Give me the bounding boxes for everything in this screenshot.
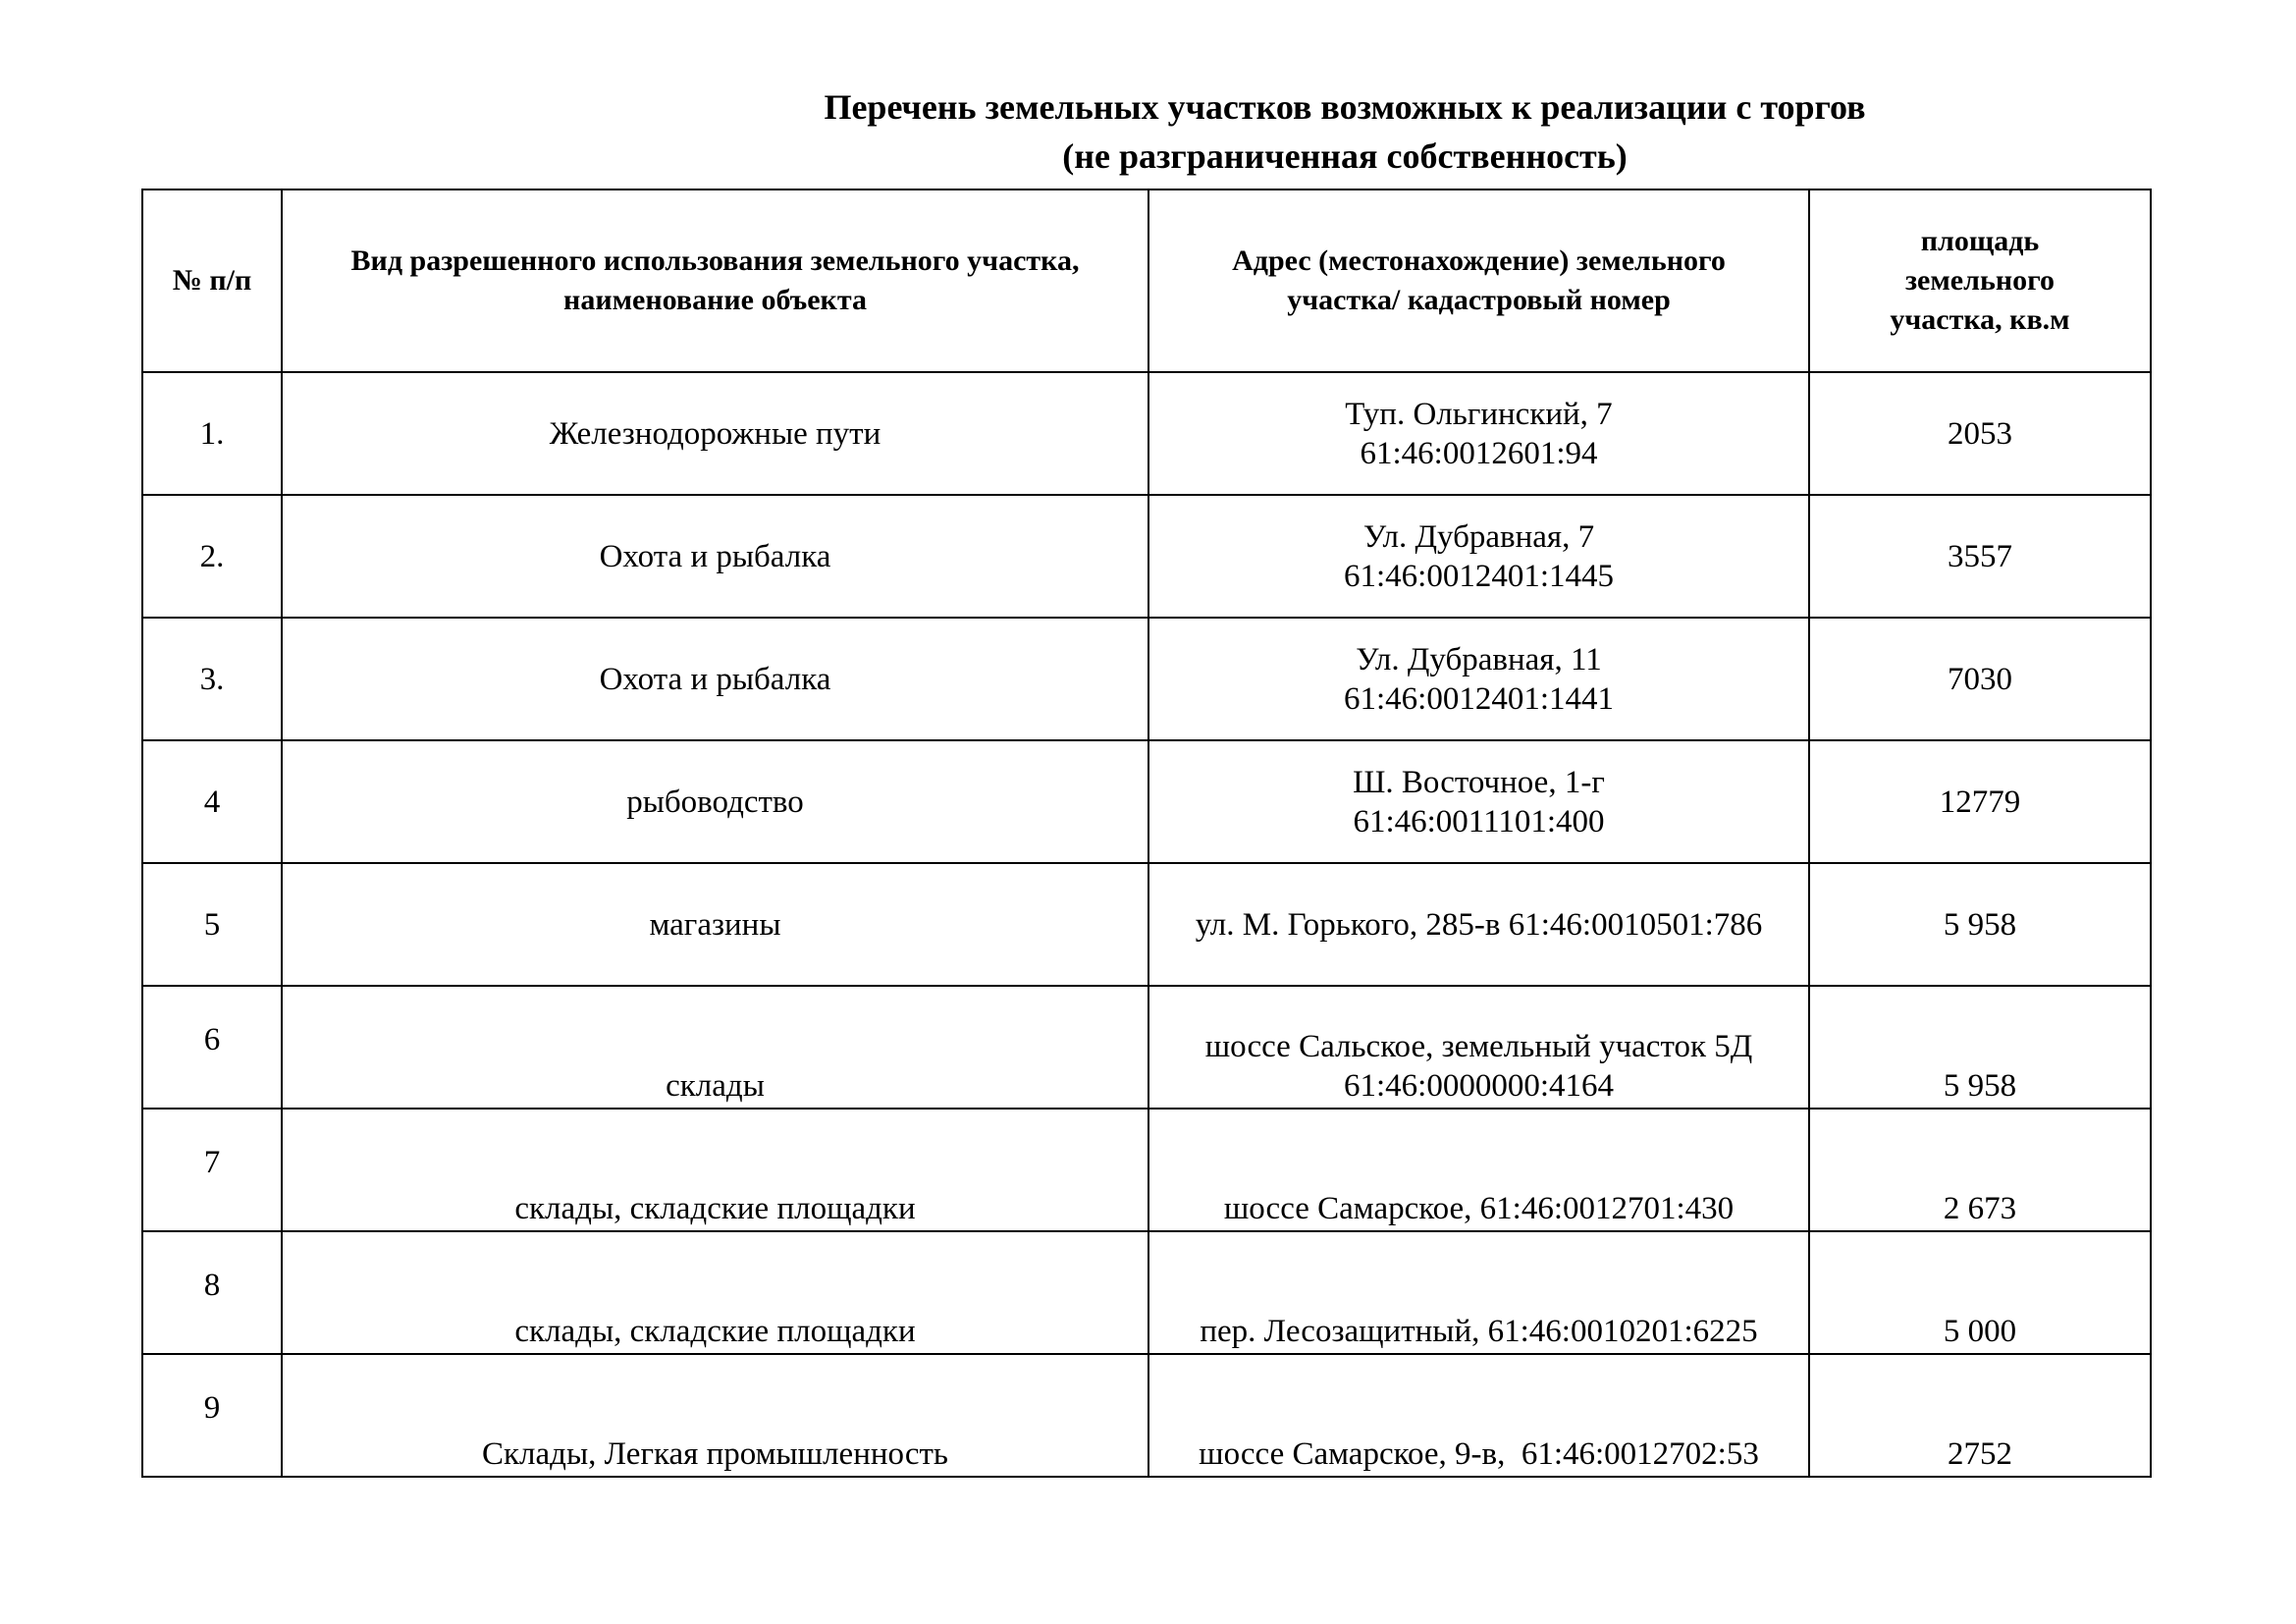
row-address: пер. Лесозащитный, 61:46:0010201:6225 bbox=[1148, 1231, 1809, 1354]
cadastral-number: 61:46:0012401:1441 bbox=[1343, 680, 1614, 717]
row-usage: Охота и рыбалка bbox=[282, 618, 1148, 740]
header-number: № п/п bbox=[142, 189, 282, 372]
table-row bbox=[142, 740, 2151, 863]
row-address: шоссе Самарское, 9-в, 61:46:0012702:53 bbox=[1148, 1354, 1809, 1477]
cadastral-number: 61:46:0011101:400 bbox=[1353, 803, 1605, 839]
address-line: шоссе Сальское, земельный участок 5Д bbox=[1204, 1029, 1753, 1064]
table-row bbox=[142, 1354, 2151, 1477]
table-header-row bbox=[142, 189, 2151, 372]
row-address bbox=[1148, 740, 1809, 863]
header-address: Адрес (местонахождение) земельного участка/ кадастровый номер bbox=[1148, 189, 1809, 372]
row-number: 1. bbox=[142, 372, 282, 495]
row-area: 5 958 bbox=[1809, 863, 2151, 986]
row-number: 5 bbox=[142, 863, 282, 986]
row-area: 7030 bbox=[1809, 618, 2151, 740]
title-line-1: Перечень земельных участков возможных к реализации с торгов bbox=[824, 87, 1866, 127]
cadastral-number: 61:46:0012401:1445 bbox=[1343, 558, 1614, 594]
row-usage: склады bbox=[282, 986, 1148, 1109]
row-number: 3. bbox=[142, 618, 282, 740]
row-area: 2 673 bbox=[1809, 1109, 2151, 1231]
table-row bbox=[142, 618, 2151, 740]
row-usage: Железнодорожные пути bbox=[282, 372, 1148, 495]
table-row bbox=[142, 495, 2151, 618]
row-area: 2752 bbox=[1809, 1354, 2151, 1477]
address-line: Туп. Ольгинский, 7 bbox=[1345, 396, 1613, 432]
land-plots-table bbox=[141, 189, 2152, 1478]
cadastral-number: 61:46:0012601:94 bbox=[1360, 435, 1598, 471]
row-address bbox=[1148, 618, 1809, 740]
row-usage: склады, складские площадки bbox=[282, 1231, 1148, 1354]
header-usage: Вид разрешенного использования земельного участка, наименование объекта bbox=[282, 189, 1148, 372]
table-row bbox=[142, 986, 2151, 1109]
row-usage: магазины bbox=[282, 863, 1148, 986]
table-row bbox=[142, 863, 2151, 986]
row-number: 9 bbox=[142, 1354, 282, 1477]
row-area: 2053 bbox=[1809, 372, 2151, 495]
row-address: шоссе Самарское, 61:46:0012701:430 bbox=[1148, 1109, 1809, 1231]
row-number: 4 bbox=[142, 740, 282, 863]
address-line: Ул. Дубравная, 7 bbox=[1362, 518, 1595, 555]
row-area: 5 958 bbox=[1809, 986, 2151, 1109]
row-number: 7 bbox=[142, 1109, 282, 1231]
row-number: 6 bbox=[142, 986, 282, 1109]
table-row bbox=[142, 1231, 2151, 1354]
row-area: 12779 bbox=[1809, 740, 2151, 863]
row-area: 5 000 bbox=[1809, 1231, 2151, 1354]
row-usage: Склады, Легкая промышленность bbox=[282, 1354, 1148, 1477]
row-usage: Охота и рыбалка bbox=[282, 495, 1148, 618]
row-address bbox=[1148, 986, 1809, 1109]
row-address: ул. М. Горького, 285-в 61:46:0010501:786 bbox=[1148, 863, 1809, 986]
row-address bbox=[1148, 495, 1809, 618]
row-number: 2. bbox=[142, 495, 282, 618]
row-usage: склады, складские площадки bbox=[282, 1109, 1148, 1231]
cadastral-number: 61:46:0000000:4164 bbox=[1343, 1068, 1614, 1104]
row-number: 8 bbox=[142, 1231, 282, 1354]
row-address bbox=[1148, 372, 1809, 495]
row-usage: рыбоводство bbox=[282, 740, 1148, 863]
table-row bbox=[142, 1109, 2151, 1231]
header-area: площадь земельного участка, кв.м bbox=[1809, 189, 2151, 372]
address-line: Ш. Восточное, 1-г bbox=[1353, 764, 1605, 800]
row-area: 3557 bbox=[1809, 495, 2151, 618]
title-line-2: (не разграниченная собственность) bbox=[1062, 136, 1628, 176]
table-row bbox=[142, 372, 2151, 495]
document-title bbox=[677, 82, 2012, 181]
address-line: Ул. Дубравная, 11 bbox=[1356, 641, 1602, 677]
